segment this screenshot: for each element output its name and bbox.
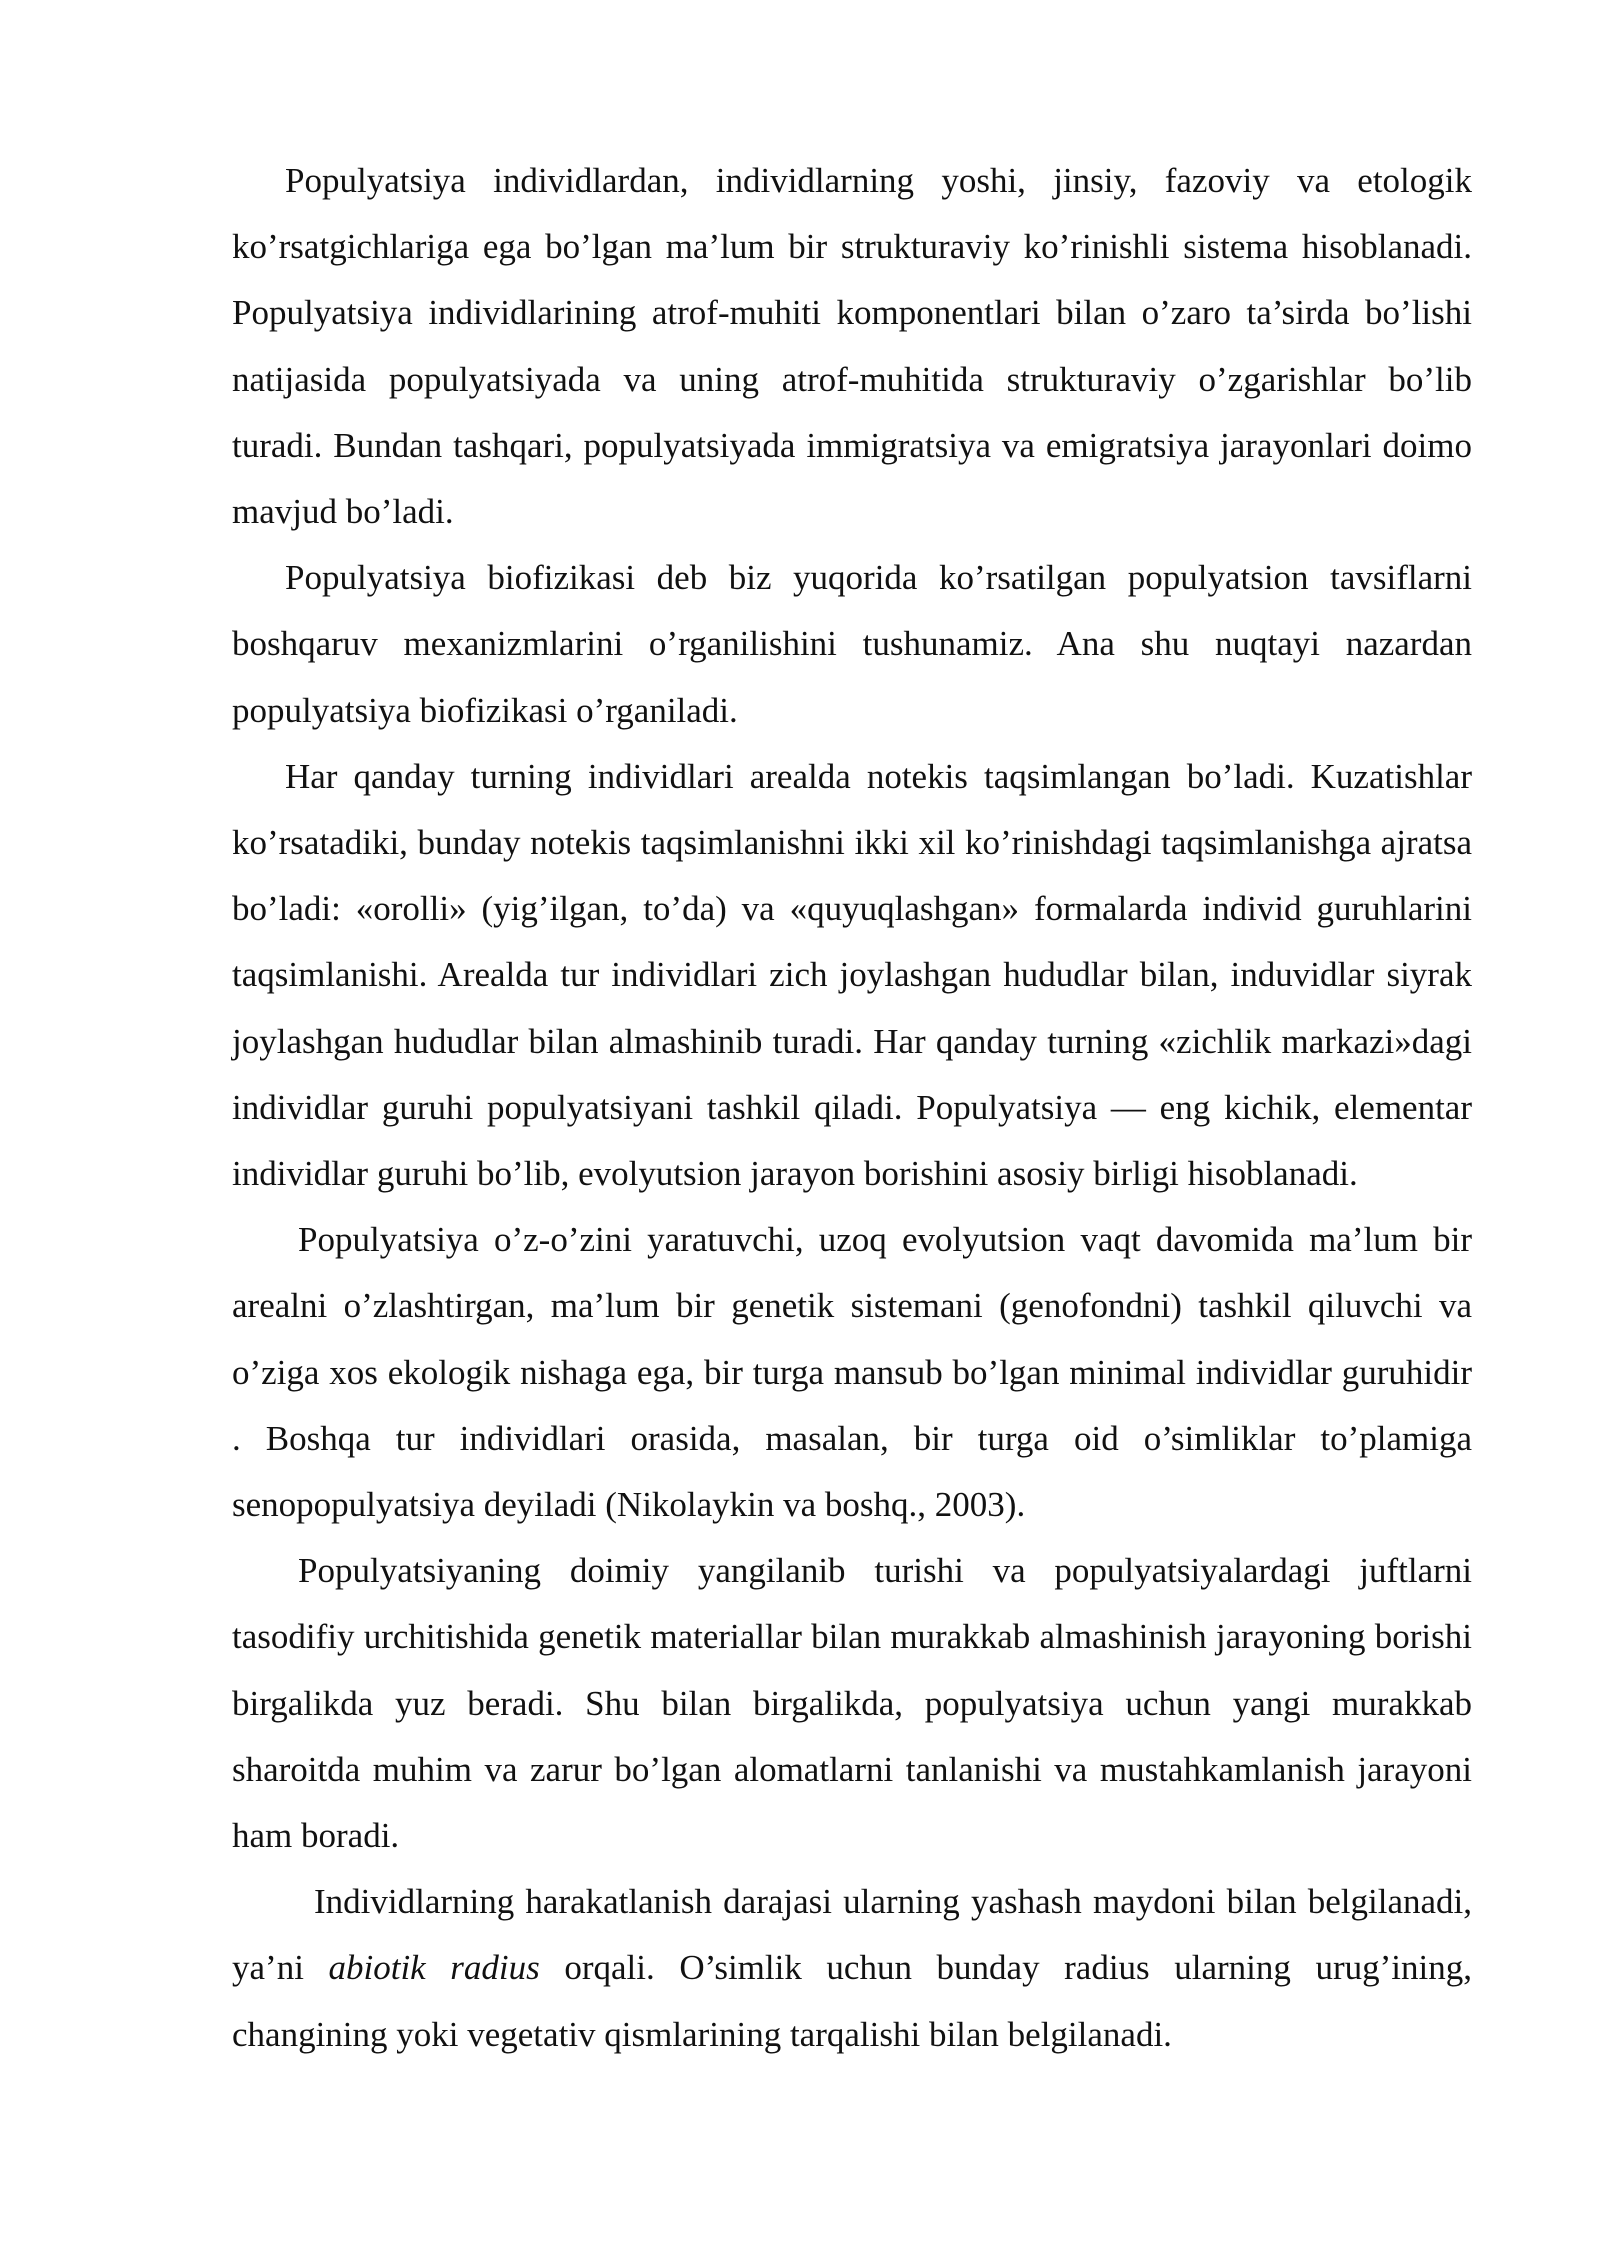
- italic-term-abiotik-radius: abiotik radius: [328, 1948, 540, 1988]
- paragraph-6-lead: Individlarning harakatlanish darajasi ularning yashash maydoni bilan belgilanadi, ya’ni: [232, 1882, 1472, 1988]
- paragraph-6: [232, 1869, 1472, 2068]
- paragraph-5: Populyatsiyaning doimiy yangilanib turishi va populyatsiyalardagi juftlarni tasodifiy urchitishida genetik materiallar bilan murakkab almashinish jarayoning borishi birgalikda yuz beradi. Shu bilan birgalikda, populyatsiya uchun yangi murakkab sharoitda muhim va zarur bo’lgan alomatlarni tanlanishi va mustahkamlanish jarayoni ham boradi.: [232, 1551, 1472, 1856]
- paragraph-1: Populyatsiya individlardan, individlarning yoshi, jinsiy, fazoviy va etologik ko’rsatgichlariga ega bo’lgan ma’lum bir strukturaviy ko’rinishli sistema hisoblanadi. Populyatsiya individlarining atrof-muhiti komponentlari bilan o’zaro ta’sirda bo’lishi natijasida populyatsiyada va uning atrof-muhitida strukturaviy o’zgarishlar bo’lib turadi. Bundan tashqari, populyatsiyada immigratsiya va emigratsiya jarayonlari doimo mavjud bo’ladi.: [232, 161, 1472, 532]
- paragraph-6-tail: orqali. O’simlik uchun bunday radius ularning urug’ining, changining yoki vegetativ qismlarining tarqalishi bilan belgilanadi.: [232, 1948, 1472, 2054]
- body-text: [232, 148, 1472, 2068]
- paragraph-4: Populyatsiya o’z-o’zini yaratuvchi, uzoq evolyutsion vaqt davomida ma’lum bir arealni o’zlashtirgan, ma’lum bir genetik sistemani (genofondni) tashkil qiluvchi va o’ziga xos ekologik nishaga ega, bir turga mansub bo’lgan minimal individlar guruhidir . Boshqa tur individlari orasida, masalan, bir turga oid o’simliklar to’plamiga senopopulyatsiya deyiladi (Nikolaykin va boshq., 2003).: [232, 1220, 1472, 1525]
- paragraph-3: Har qanday turning individlari arealda notekis taqsimlangan bo’ladi. Kuzatishlar ko’rsatadiki, bunday notekis taqsimlanishni ikki xil ko’rinishdagi taqsimlanishga ajratsa bo’ladi: «orolli» (yig’ilgan, to’da) va «quyuqlashgan» formalarda individ guruhlarini taqsimlanishi. Arealda tur individlari zich joylashgan hududlar bilan, induvidlar siyrak joylashgan hududlar bilan almashinib turadi. Har qanday turning «zichlik markazi»dagi individlar guruhi populyatsiyani tashkil qiladi. Populyatsiya — eng kichik, elementar individlar guruhi bo’lib, evolyutsion jarayon borishini asosiy birligi hisoblanadi.: [232, 756, 1472, 1194]
- paragraph-2: Populyatsiya biofizikasi deb biz yuqorida ko’rsatilgan populyatsion tavsiflarni boshqaruv mexanizmlarini o’rganilishini tushunamiz. Ana shu nuqtayi nazardan populyatsiya biofizikasi o’rganiladi.: [232, 558, 1472, 730]
